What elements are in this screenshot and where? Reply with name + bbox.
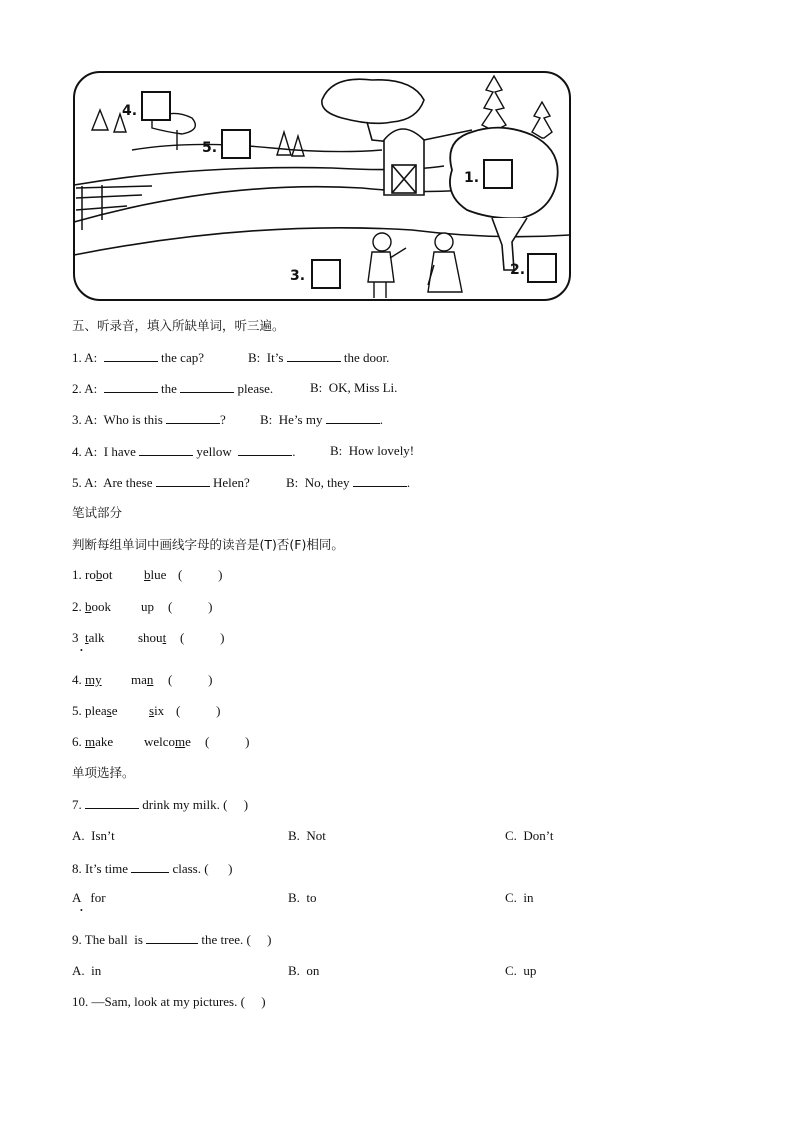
phonics-item-5 xyxy=(72,703,118,719)
choice-title: 单项选择。 xyxy=(72,765,135,780)
item-label: 1. A: xyxy=(72,350,98,365)
underlined-letters: b xyxy=(95,567,103,582)
word-part: welco xyxy=(144,734,176,749)
answer-blank xyxy=(104,380,158,393)
word-part: e xyxy=(111,703,118,718)
item-text: 4. A: I have xyxy=(72,444,136,459)
word-part: ake xyxy=(95,734,114,749)
question-8 xyxy=(72,860,232,877)
underlined-letters: b xyxy=(85,599,92,614)
item-text: . xyxy=(406,475,411,490)
option-c[interactable]: C. Don’t xyxy=(505,828,554,843)
answer-blank xyxy=(85,796,139,809)
phonics-item-1 xyxy=(72,567,112,583)
word-part: lue xyxy=(150,567,167,582)
question-7 xyxy=(72,796,248,813)
item-text: . xyxy=(292,444,296,459)
label-2: 2. xyxy=(510,262,526,278)
item-label: 6. xyxy=(72,734,82,749)
listen-item-1-b xyxy=(248,349,389,366)
item-text: 3. A: Who is this xyxy=(72,412,163,427)
item-label: 2. xyxy=(72,599,82,614)
underlined-letters: b xyxy=(144,567,151,582)
word-part: up xyxy=(141,599,154,614)
phonics-item-2-w2 xyxy=(141,599,154,615)
answer-blank xyxy=(287,349,341,362)
underlined-letters: n xyxy=(146,672,154,687)
phonics-item-1-w2 xyxy=(144,567,166,583)
label-4: 4. xyxy=(122,103,138,119)
option-b[interactable]: B. on xyxy=(288,963,320,978)
item-text: please. xyxy=(234,381,274,396)
listen-item-1 xyxy=(72,349,204,366)
answer-blank xyxy=(139,443,193,456)
answer-blank xyxy=(180,380,234,393)
underlined-letters: s xyxy=(106,703,112,718)
label-1: 1. xyxy=(464,170,480,186)
section5-title: 五、听录音，填入所缺单词，听三遍。 xyxy=(72,318,285,333)
answer-paren[interactable]: ( ) xyxy=(176,703,221,718)
word-part: shou xyxy=(138,630,163,645)
label-3: 3. xyxy=(290,268,306,284)
answer-blank xyxy=(131,860,169,873)
phonics-item-3-w2 xyxy=(138,630,166,646)
item-text: B: It’s xyxy=(248,350,284,365)
underlined-letters: m xyxy=(85,734,96,749)
question-text: class. ( ) xyxy=(169,861,233,876)
listen-item-5 xyxy=(72,474,250,491)
phonics-item-3 xyxy=(72,630,105,646)
item-text: the cap? xyxy=(157,350,204,365)
item-label: 5. xyxy=(72,703,82,718)
answer-blank xyxy=(353,474,407,487)
item-text: B: No, they xyxy=(286,475,350,490)
dot-mark: • xyxy=(80,906,83,915)
listen-item-3-b xyxy=(260,411,383,428)
question-9 xyxy=(72,931,271,948)
item-text: Helen? xyxy=(209,475,250,490)
listen-item-4 xyxy=(72,443,296,460)
word-part: e xyxy=(185,734,191,749)
underlined-letters: s xyxy=(149,703,155,718)
phonics-item-6-w2 xyxy=(144,734,191,750)
listen-item-4-b: B: How lovely! xyxy=(330,443,415,458)
listen-item-2-b: B: OK, Miss Li. xyxy=(310,380,398,395)
item-text: B: He’s my xyxy=(260,412,323,427)
phonics-item-2 xyxy=(72,599,111,615)
word-part: alk xyxy=(88,630,105,645)
phonics-instruction: 判断每组单词中画线字母的读音是(T)否(F)相同。 xyxy=(72,537,344,552)
question-text: drink my milk. ( ) xyxy=(139,797,249,812)
answer-blank xyxy=(238,443,292,456)
answer-paren[interactable]: ( ) xyxy=(180,630,225,645)
answer-paren[interactable]: ( ) xyxy=(168,672,213,687)
option-b[interactable]: B. Not xyxy=(288,828,326,843)
answer-blank xyxy=(146,931,198,944)
word-part: plea xyxy=(85,703,107,718)
word-part: ix xyxy=(154,703,165,718)
underlined-letters: t xyxy=(85,630,89,645)
option-a[interactable]: A for xyxy=(72,890,106,905)
written-title: 笔试部分 xyxy=(72,505,123,520)
label-5: 5. xyxy=(202,140,218,156)
option-a[interactable]: A. Isn’t xyxy=(72,828,115,843)
answer-paren[interactable]: ( ) xyxy=(178,567,223,582)
answer-blank xyxy=(104,349,158,362)
phonics-item-6 xyxy=(72,734,113,750)
option-b[interactable]: B. to xyxy=(288,890,317,905)
answer-blank xyxy=(166,411,220,424)
question-10: 10. —Sam, look at my pictures. ( ) xyxy=(72,994,266,1009)
phonics-item-5-w2 xyxy=(149,703,164,719)
underlined-letters: t xyxy=(162,630,167,645)
dot-mark: • xyxy=(80,646,83,655)
phonics-item-4 xyxy=(72,672,102,688)
question-text: 8. It’s time xyxy=(72,861,128,876)
listen-item-2 xyxy=(72,380,273,397)
word-part: ma xyxy=(131,672,147,687)
answer-blank xyxy=(326,411,380,424)
item-text: yellow xyxy=(193,444,232,459)
phonics-item-4-w2 xyxy=(131,672,153,688)
item-text: 5. A: Are these xyxy=(72,475,153,490)
question-text: 9. The ball is xyxy=(72,932,143,947)
option-c[interactable]: C. in xyxy=(505,890,534,905)
listen-item-3 xyxy=(72,411,226,428)
answer-paren[interactable]: ( ) xyxy=(168,599,213,614)
item-text: ? xyxy=(220,412,226,427)
question-text: 7. xyxy=(72,797,82,812)
item-label: 3 xyxy=(72,630,79,645)
answer-paren[interactable]: ( ) xyxy=(205,734,250,749)
item-text: the xyxy=(157,381,177,396)
item-text: . xyxy=(379,412,383,427)
item-label: 2. A: xyxy=(72,381,98,396)
item-label: 4. xyxy=(72,672,82,687)
option-a[interactable]: A. in xyxy=(72,963,102,978)
underlined-letters: m xyxy=(175,734,186,749)
answer-blank xyxy=(156,474,210,487)
listen-item-5-b xyxy=(286,474,410,491)
item-label: 1. xyxy=(72,567,82,582)
word-part: ot xyxy=(102,567,113,582)
underlined-letters: my xyxy=(85,672,102,687)
item-text: the door. xyxy=(340,350,390,365)
word-part: ro xyxy=(85,567,96,582)
question-text: the tree. ( ) xyxy=(198,932,272,947)
option-c[interactable]: C. up xyxy=(505,963,537,978)
farm-illustration xyxy=(72,70,572,302)
word-part: ook xyxy=(91,599,111,614)
